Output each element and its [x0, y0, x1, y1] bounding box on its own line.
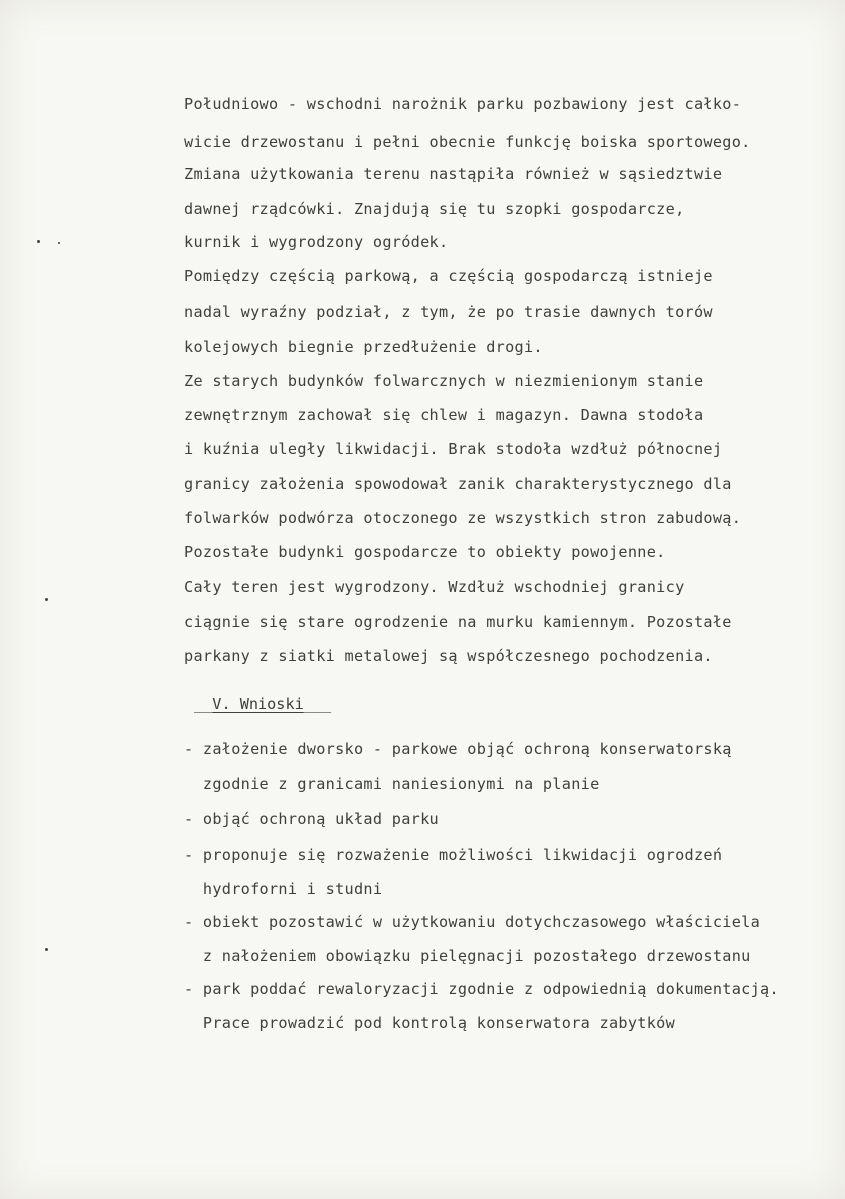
conclusion-line: - założenie dworsko - parkowe objąć ochroną konserwatorską — [184, 740, 732, 758]
margin-mark — [45, 598, 48, 601]
paragraph-line: Pozostałe budynki gospodarcze to obiekty powojenne. — [184, 543, 666, 561]
paragraph-line: Południowo - wschodni narożnik parku pozbawiony jest całko- — [184, 95, 742, 113]
paragraph-line: kolejowych biegnie przedłużenie drogi. — [184, 338, 543, 356]
paragraph-line: granicy założenia spowodował zanik charakterystycznego dla — [184, 475, 732, 493]
section-heading — [194, 695, 331, 713]
conclusion-line: z nałożeniem obowiązku pielęgnacji pozostałego drzewostanu — [184, 947, 751, 965]
paragraph-line: Pomiędzy częścią parkową, a częścią gospodarczą istnieje — [184, 267, 713, 285]
margin-mark — [58, 242, 60, 244]
heading-suffix: ___ — [303, 695, 332, 713]
margin-mark — [45, 948, 48, 951]
paragraph-line: folwarków podwórza otoczonego ze wszystkich stron zabudową. — [184, 509, 742, 527]
paragraph-line: Ze starych budynków folwarcznych w niezmienionym stanie — [184, 372, 704, 390]
conclusion-line: hydroforni i studni — [184, 880, 383, 898]
margin-mark — [37, 240, 40, 243]
heading-prefix: __ — [194, 695, 213, 713]
paragraph-line: zewnętrznym zachował się chlew i magazyn. Dawna stodoła — [184, 406, 704, 424]
paragraph-line: nadal wyraźny podział, z tym, że po trasie dawnych torów — [184, 303, 713, 321]
paragraph-line: dawnej rządcówki. Znajdują się tu szopki gospodarcze, — [184, 200, 685, 218]
heading-text: V. Wnioski — [212, 695, 304, 713]
conclusion-line: Prace prowadzić pod kontrolą konserwatora zabytków — [184, 1014, 676, 1032]
paragraph-line: Cały teren jest wygrodzony. Wzdłuż wschodniej granicy — [184, 578, 685, 596]
conclusion-line: - proponuje się rozważenie możliwości likwidacji ogrodzeń — [184, 846, 723, 864]
paragraph-line: ciągnie się stare ogrodzenie na murku kamiennym. Pozostałe — [184, 613, 732, 631]
conclusion-line: - obiekt pozostawić w użytkowaniu dotychczasowego właściciela — [184, 913, 761, 931]
conclusion-line: - objąć ochroną układ parku — [184, 810, 439, 828]
conclusion-line: zgodnie z granicami naniesionymi na planie — [184, 775, 600, 793]
paragraph-line: i kuźnia uległy likwidacji. Brak stodoła wzdłuż północnej — [184, 440, 723, 458]
paragraph-line: parkany z siatki metalowej są współczesnego pochodzenia. — [184, 647, 713, 665]
conclusion-line: - park poddać rewaloryzacji zgodnie z odpowiednią dokumentacją. — [184, 980, 779, 998]
paragraph-line: wicie drzewostanu i pełni obecnie funkcję boiska sportowego. — [184, 133, 751, 151]
paragraph-line: Zmiana użytkowania terenu nastąpiła również w sąsiedztwie — [184, 165, 723, 183]
paragraph-line: kurnik i wygrodzony ogródek. — [184, 233, 449, 251]
